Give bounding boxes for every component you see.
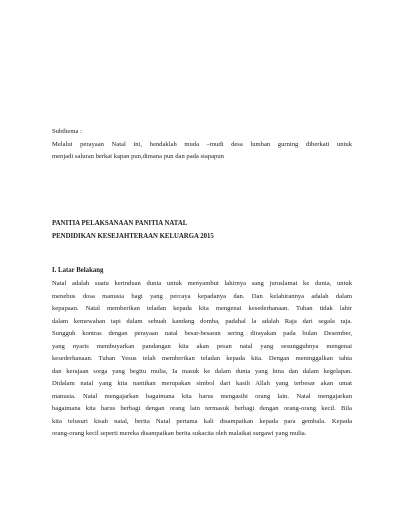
body-line: kepapaan. Natal memberikan teladan kepada kita mengenai kesederhanaan. Tuhan tidak lahir — [52, 305, 352, 312]
section-heading: I. Latar Belakang — [52, 267, 104, 274]
body-line: orang-orang kecil seperti mereka disampaikan berita sukacita oleh malaikat surgawi yang mulia. — [52, 430, 307, 437]
section-body — [52, 278, 352, 441]
body-line: bagaimana kita harus berbagi dengan orang lain termasuk berbagi dengan orang-orang kecil. Bila — [52, 405, 352, 412]
body-line: kita telusuri kisah natal, berita Natal pertama kali disampaikan kepada para gembala. Kepada — [52, 417, 352, 425]
body-line: kesederhanaan. Tuhan Yesus telah memberikan teladan kepada kita. Dengan meninggalkan tahta — [52, 355, 352, 362]
committee-title: PANITIA PELAKSANAAN PANITIA NATAL — [52, 220, 188, 227]
subthema-block — [52, 126, 352, 164]
organization-title: PENDIDIKAN KESEJAHTERAAN KELUARGA 2015 — [52, 232, 214, 240]
body-line: Sungguh kontras dengan perayaan natal besar-besaran sering dirayakan pada bulan Desember, — [52, 330, 352, 337]
body-line: dalam kemewahan tapi dalam sebuah kandang domba, padahal la adalah Raja dari segala raja. — [52, 317, 352, 325]
body-line: Natal adalah suatu kerinduan dunia untuk menyambut lahirnya sang juruslamat ke dunia, untuk — [52, 280, 352, 287]
body-line: yang nyaris membuyarkan pandangan kita akan pesan natal yang sesungguhnya mengenai — [52, 342, 352, 350]
subthema-line: Melalui perayaan Natal ini, hendaklah muda –mudi desa lumban gurning diberkati untuk — [52, 140, 352, 148]
subthema-line: menjadi saluran berkat kapan pun,dimana pun dan pada siapapun — [52, 153, 224, 160]
body-line: Didalam natal yang kita nantikan merupakan simbol dari kasih Allah yang terbesar akan umat — [52, 380, 352, 387]
body-line: manusia. Natal mengajarkan bagaimana kita harus mengasihi orang lain. Natal mengajarkan — [52, 392, 352, 400]
subthema-label: Subthema : — [52, 128, 82, 135]
body-line: menebus dosa manusia bagi yang percaya kepadanya dan. Dan kelahirannya adalah dalam — [52, 292, 352, 300]
body-line: dan kerajaan sorga yang begitu mulia, Ia masuk ke dalam dunia yang hina dan dalam kegelapan. — [52, 367, 352, 375]
title-block — [52, 218, 352, 243]
section-heading-block — [52, 265, 352, 278]
